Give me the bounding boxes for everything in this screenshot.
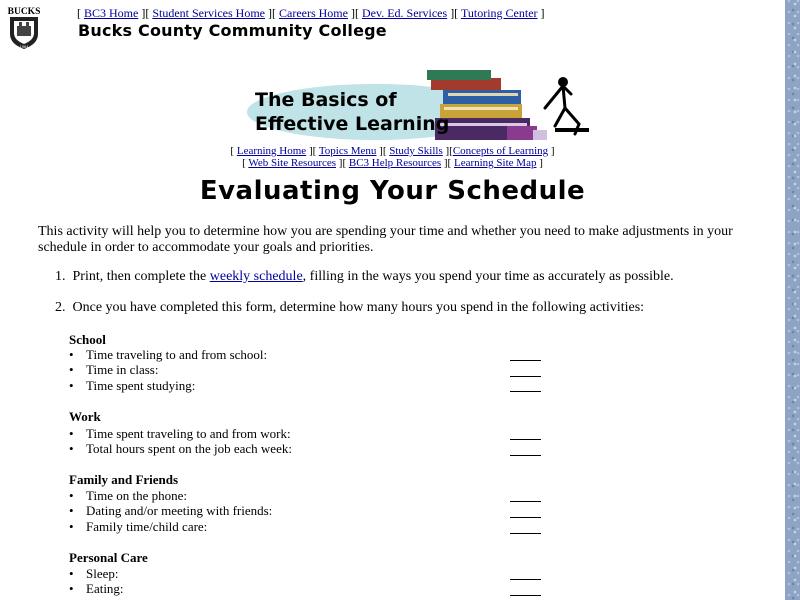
page-title: Evaluating Your Schedule [199,176,586,206]
logo-year: 1964 [19,44,29,49]
answer-blank[interactable] [510,579,541,581]
school-item [69,362,158,378]
step-1 [55,269,674,285]
family-item-label: Family time/child care: [86,519,208,534]
nav-bc3-help-resources[interactable]: BC3 Help Resources [348,157,442,169]
nav-student-services-home[interactable]: Student Services Home [152,6,265,20]
answer-blank[interactable] [510,517,541,519]
school-item-label: Time in class: [86,362,159,377]
college-name: Bucks County Community College [78,21,387,40]
bullet: • [69,441,74,456]
answer-blank[interactable] [510,501,541,503]
nav-learning-home[interactable]: Learning Home [236,145,307,157]
answer-blank[interactable] [510,533,541,535]
step-2 [55,300,644,316]
nav-learning-site-map[interactable]: Learning Site Map [453,157,537,169]
family-item-label: Dating and/or meeting with friends: [86,503,273,518]
family-item [69,519,207,535]
background-pattern [785,0,800,600]
work-item [69,441,292,457]
family-item [69,503,272,519]
learning-nav-row1: [ Learning Home ][ Topics Menu ][ Study Skills ][Concepts of Learning ] [230,145,555,157]
family-item-label: Time on the phone: [86,488,187,503]
step-2-number: 2. [55,300,66,315]
answer-blank[interactable] [510,455,541,457]
section-personal-title: Personal Care [69,550,148,565]
bullet: • [69,566,74,581]
section-family-title: Family and Friends [69,472,179,487]
step-1-number: 1. [55,269,66,284]
school-item [69,378,195,394]
step-1-text-after: , filling in the ways you spend your time as accurately as possible. [302,269,674,284]
nav-careers-home[interactable]: Careers Home [279,6,348,20]
bullet: • [69,347,74,362]
answer-blank[interactable] [510,439,541,441]
personal-item-label: Eating: [86,581,124,596]
nav-study-skills[interactable]: Study Skills [389,145,443,157]
top-nav: [ BC3 Home ][ Student Services Home ][ Careers Home ][ Dev. Ed. Services ][ Tutoring Center ] [77,6,545,20]
school-item-label: Time traveling to and from school: [86,347,268,362]
bullet: • [69,488,74,503]
learning-nav-row2: [ Web Site Resources ][ BC3 Help Resources ][ Learning Site Map ] [242,157,543,169]
work-item-label: Total hours spent on the job each week: [86,441,292,456]
step-2-text: Once you have completed this form, determine how many hours you spend in the following activities: [72,300,645,315]
answer-blank[interactable] [510,376,541,378]
work-item-label: Time spent traveling to and from work: [86,426,291,441]
step-1-text-before: Print, then complete the [72,269,210,284]
weekly-schedule-link[interactable]: weekly schedule [209,269,303,284]
school-item [69,347,267,363]
bullet: • [69,503,74,518]
intro-paragraph: This activity will help you to determine how you are spending your time and whether you need to make adjustments in your schedule in order to accommodate your goals and priorities. [38,224,733,255]
answer-blank[interactable] [510,595,541,597]
school-item-label: Time spent studying: [86,378,196,393]
bullet: • [69,378,74,393]
logo-text: BUCKS [7,7,41,17]
banner-line1: The Basics of [255,89,397,111]
personal-item [69,566,119,582]
personal-item [69,581,124,597]
section-school-title: School [69,332,106,347]
nav-tutoring-center[interactable]: Tutoring Center [460,6,538,20]
answer-blank[interactable] [510,360,541,362]
nav-concepts-of-learning[interactable]: Concepts of Learning [452,145,549,157]
nav-dev-ed-services[interactable]: Dev. Ed. Services [361,6,448,20]
bullet: • [69,519,74,534]
section-work-title: Work [69,409,101,424]
effective-learning-banner[interactable] [245,68,590,146]
banner-title [255,88,449,136]
answer-blank[interactable] [510,391,541,393]
work-item [69,426,291,442]
banner-line2: Effective Learning [255,113,450,135]
bullet: • [69,581,74,596]
nav-bc3-home[interactable]: BC3 Home [84,6,139,20]
bullet: • [69,362,74,377]
family-item [69,488,187,504]
bucks-logo[interactable] [5,4,43,50]
nav-topics-menu[interactable]: Topics Menu [318,145,377,157]
bullet: • [69,426,74,441]
personal-item-label: Sleep: [86,566,119,581]
nav-web-site-resources[interactable]: Web Site Resources [248,157,337,169]
